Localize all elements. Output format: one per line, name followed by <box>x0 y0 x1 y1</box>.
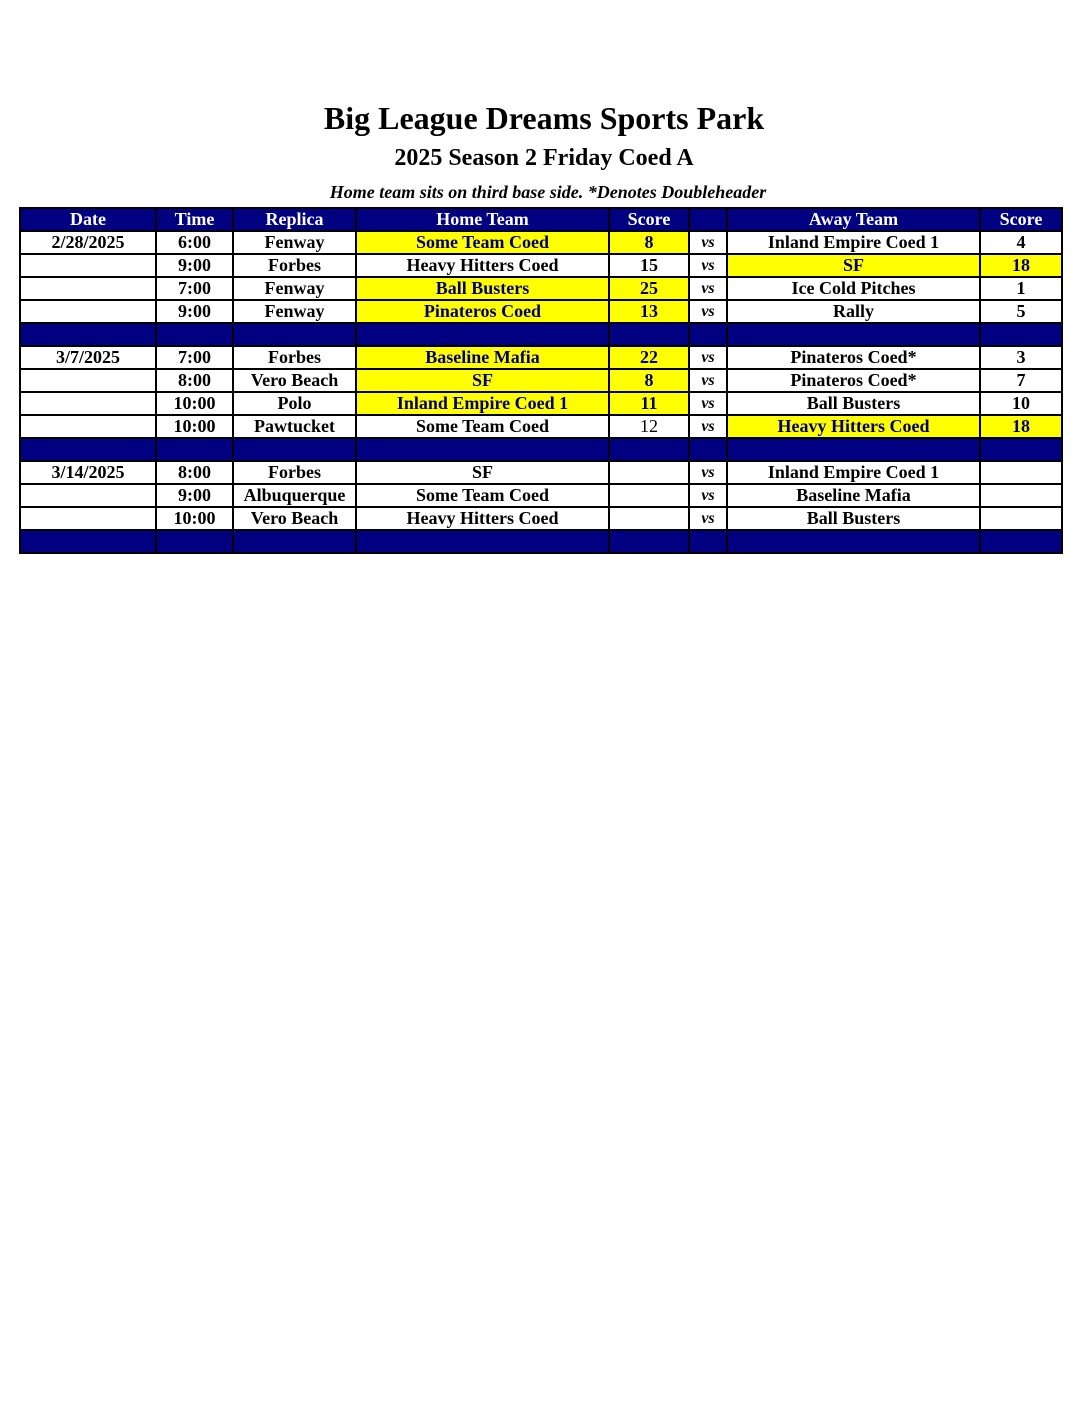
home-team-cell: Some Team Coed <box>356 231 609 254</box>
vs-label: vs <box>689 415 727 438</box>
game-row <box>20 300 1062 323</box>
game-row <box>20 484 1062 507</box>
time-cell: 9:00 <box>156 300 233 323</box>
page-title: Big League Dreams Sports Park <box>323 100 765 136</box>
replica-cell: Forbes <box>233 346 356 369</box>
date-cell <box>20 277 156 300</box>
separator-cell <box>356 438 609 461</box>
column-header-time: Time <box>156 208 233 231</box>
column-header-date: Date <box>20 208 156 231</box>
home-score-cell <box>609 461 689 484</box>
column-header-replica: Replica <box>233 208 356 231</box>
away-score-cell: 4 <box>980 231 1062 254</box>
date-cell <box>20 415 156 438</box>
replica-cell: Polo <box>233 392 356 415</box>
separator-cell <box>727 438 980 461</box>
home-team-cell: SF <box>356 369 609 392</box>
away-team-cell: Heavy Hitters Coed <box>727 415 980 438</box>
time-cell: 8:00 <box>156 461 233 484</box>
separator-cell <box>727 530 980 553</box>
date-cell <box>20 300 156 323</box>
away-team-cell: Inland Empire Coed 1 <box>727 231 980 254</box>
separator-cell <box>156 323 233 346</box>
vs-label: vs <box>689 392 727 415</box>
game-row <box>20 369 1062 392</box>
date-cell <box>20 484 156 507</box>
separator-cell <box>689 530 727 553</box>
away-score-cell: 3 <box>980 346 1062 369</box>
date-cell <box>20 507 156 530</box>
away-score-cell <box>980 484 1062 507</box>
home-score-cell: 11 <box>609 392 689 415</box>
vs-label: vs <box>689 461 727 484</box>
column-header-home-team: Home Team <box>356 208 609 231</box>
time-cell: 8:00 <box>156 369 233 392</box>
away-team-cell: Pinateros Coed* <box>727 346 980 369</box>
header-row <box>20 208 1062 231</box>
schedule-table <box>19 207 1063 554</box>
vs-label: vs <box>689 300 727 323</box>
away-team-cell: Inland Empire Coed 1 <box>727 461 980 484</box>
home-score-cell: 8 <box>609 369 689 392</box>
game-row <box>20 254 1062 277</box>
column-header-vs <box>689 208 727 231</box>
home-team-cell: SF <box>356 461 609 484</box>
home-score-cell: 12 <box>609 415 689 438</box>
replica-cell: Forbes <box>233 461 356 484</box>
away-team-cell: Baseline Mafia <box>727 484 980 507</box>
page-subtitle: 2025 Season 2 Friday Coed A <box>394 145 694 171</box>
separator-cell <box>980 530 1062 553</box>
schedule-body <box>20 231 1062 553</box>
replica-cell: Pawtucket <box>233 415 356 438</box>
home-score-cell <box>609 507 689 530</box>
date-cell <box>20 392 156 415</box>
game-row <box>20 231 1062 254</box>
separator-cell <box>609 323 689 346</box>
home-team-cell: Heavy Hitters Coed <box>356 507 609 530</box>
replica-cell: Fenway <box>233 231 356 254</box>
replica-cell: Albuquerque <box>233 484 356 507</box>
separator-cell <box>20 530 156 553</box>
home-team-cell: Baseline Mafia <box>356 346 609 369</box>
game-row <box>20 507 1062 530</box>
time-cell: 9:00 <box>156 254 233 277</box>
separator-cell <box>233 323 356 346</box>
away-score-cell <box>980 507 1062 530</box>
away-score-cell: 5 <box>980 300 1062 323</box>
replica-cell: Vero Beach <box>233 369 356 392</box>
separator-cell <box>20 438 156 461</box>
time-cell: 7:00 <box>156 277 233 300</box>
date-cell: 3/7/2025 <box>20 346 156 369</box>
away-score-cell <box>980 461 1062 484</box>
separator-cell <box>233 530 356 553</box>
vs-label: vs <box>689 369 727 392</box>
schedule-note: Home team sits on third base side. *Denotes Doubleheader <box>329 182 767 202</box>
separator-cell <box>356 323 609 346</box>
time-cell: 10:00 <box>156 392 233 415</box>
home-team-cell: Heavy Hitters Coed <box>356 254 609 277</box>
home-score-cell: 22 <box>609 346 689 369</box>
date-cell <box>20 369 156 392</box>
replica-cell: Vero Beach <box>233 507 356 530</box>
vs-label: vs <box>689 277 727 300</box>
date-cell: 2/28/2025 <box>20 231 156 254</box>
separator-cell <box>980 323 1062 346</box>
home-team-cell: Pinateros Coed <box>356 300 609 323</box>
home-team-cell: Some Team Coed <box>356 415 609 438</box>
game-row <box>20 346 1062 369</box>
away-score-cell: 18 <box>980 415 1062 438</box>
home-team-cell: Some Team Coed <box>356 484 609 507</box>
away-score-cell: 18 <box>980 254 1062 277</box>
away-team-cell: Rally <box>727 300 980 323</box>
column-header-away-score: Score <box>980 208 1062 231</box>
game-row <box>20 277 1062 300</box>
separator-cell <box>689 323 727 346</box>
away-score-cell: 7 <box>980 369 1062 392</box>
home-score-cell <box>609 484 689 507</box>
column-header-away-team: Away Team <box>727 208 980 231</box>
game-row <box>20 415 1062 438</box>
separator-cell <box>20 323 156 346</box>
date-cell <box>20 254 156 277</box>
away-team-cell: SF <box>727 254 980 277</box>
replica-cell: Fenway <box>233 277 356 300</box>
date-separator-row <box>20 530 1062 553</box>
separator-cell <box>609 438 689 461</box>
separator-cell <box>609 530 689 553</box>
away-team-cell: Ice Cold Pitches <box>727 277 980 300</box>
date-separator-row <box>20 438 1062 461</box>
separator-cell <box>689 438 727 461</box>
separator-cell <box>980 438 1062 461</box>
game-row <box>20 392 1062 415</box>
away-team-cell: Ball Busters <box>727 507 980 530</box>
time-cell: 10:00 <box>156 415 233 438</box>
separator-cell <box>727 323 980 346</box>
column-header-home-score: Score <box>609 208 689 231</box>
away-score-cell: 1 <box>980 277 1062 300</box>
date-separator-row <box>20 323 1062 346</box>
time-cell: 6:00 <box>156 231 233 254</box>
vs-label: vs <box>689 507 727 530</box>
vs-label: vs <box>689 484 727 507</box>
separator-cell <box>356 530 609 553</box>
separator-cell <box>156 438 233 461</box>
replica-cell: Fenway <box>233 300 356 323</box>
home-score-cell: 13 <box>609 300 689 323</box>
vs-label: vs <box>689 346 727 369</box>
away-team-cell: Ball Busters <box>727 392 980 415</box>
away-score-cell: 10 <box>980 392 1062 415</box>
date-cell: 3/14/2025 <box>20 461 156 484</box>
home-team-cell: Ball Busters <box>356 277 609 300</box>
home-score-cell: 8 <box>609 231 689 254</box>
separator-cell <box>233 438 356 461</box>
away-team-cell: Pinateros Coed* <box>727 369 980 392</box>
time-cell: 7:00 <box>156 346 233 369</box>
vs-label: vs <box>689 254 727 277</box>
time-cell: 9:00 <box>156 484 233 507</box>
time-cell: 10:00 <box>156 507 233 530</box>
game-row <box>20 461 1062 484</box>
home-team-cell: Inland Empire Coed 1 <box>356 392 609 415</box>
home-score-cell: 15 <box>609 254 689 277</box>
separator-cell <box>156 530 233 553</box>
home-score-cell: 25 <box>609 277 689 300</box>
replica-cell: Forbes <box>233 254 356 277</box>
vs-label: vs <box>689 231 727 254</box>
